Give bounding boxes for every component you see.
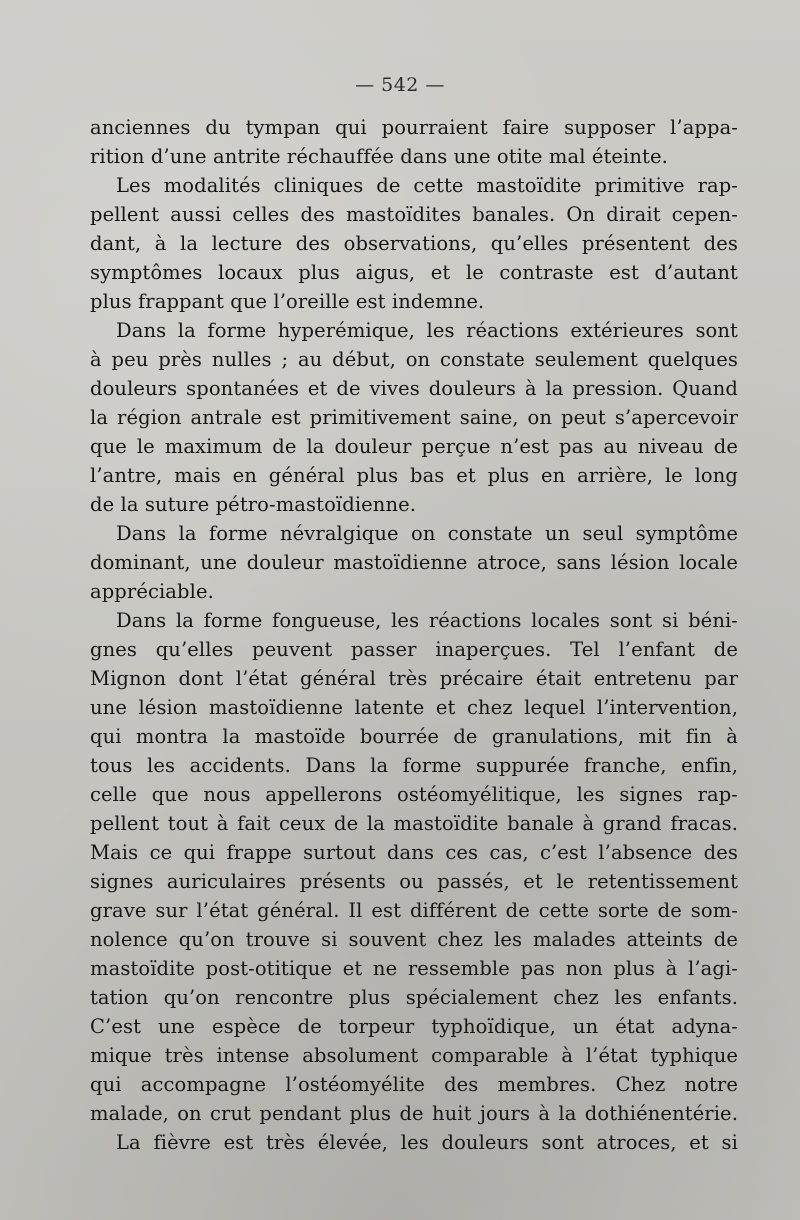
text-line: Dans la forme hyperémique, les réactions extérieures sont: [116, 319, 738, 342]
page-number: — 542 —: [355, 74, 445, 96]
text-line: signes auriculaires présents ou passés, et le retentissement: [90, 870, 738, 893]
text-line: que le maximum de la douleur perçue n’est pas au niveau de: [90, 435, 738, 458]
text-line: douleurs spontanées et de vives douleurs à la pression. Quand: [90, 377, 738, 400]
text-line: symptômes locaux plus aigus, et le contraste est d’autant: [90, 261, 738, 284]
text-line: qui accompagne l’ostéomyélite des membres. Chez notre: [90, 1073, 738, 1096]
text-line: dant, à la lecture des observations, qu’elles présentent des: [90, 232, 738, 255]
text-line: Mais ce qui frappe surtout dans ces cas, c’est l’absence des: [90, 841, 738, 864]
body-text: [90, 113, 738, 1157]
text-line: la région antrale est primitivement saine, on peut s’apercevoir: [90, 406, 738, 429]
text-line: de la suture pétro-mastoïdienne.: [90, 493, 417, 516]
text-line: La fièvre est très élevée, les douleurs sont atroces, et si: [116, 1131, 738, 1154]
text-line: dominant, une douleur mastoïdienne atroce, sans lésion locale: [90, 551, 738, 574]
text-line: pellent tout à fait ceux de la mastoïdite banale à grand fracas.: [90, 812, 738, 835]
text-line: grave sur l’état général. Il est différent de cette sorte de som-: [90, 899, 738, 922]
text-line: Dans la forme névralgique on constate un seul symptôme: [116, 522, 738, 545]
text-line: anciennes du tympan qui pourraient faire supposer l’appa-: [90, 116, 738, 139]
text-line: gnes qu’elles peuvent passer inaperçues. Tel l’enfant de: [90, 638, 738, 661]
text-line: C’est une espèce de torpeur typhoïdique, un état adyna-: [90, 1015, 738, 1038]
text-line: à peu près nulles ; au début, on constate seulement quelques: [90, 348, 738, 371]
text-line: Mignon dont l’état général très précaire était entretenu par: [90, 667, 738, 690]
text-line: une lésion mastoïdienne latente et chez lequel l’intervention,: [90, 696, 738, 719]
text-line: mastoïdite post-otitique et ne ressemble pas non plus à l’agi-: [90, 957, 738, 980]
text-line: pellent aussi celles des mastoïdites banales. On dirait cepen-: [90, 203, 738, 226]
text-line: celle que nous appellerons ostéomyélitique, les signes rap-: [90, 783, 738, 806]
text-line: appréciable.: [90, 580, 214, 603]
text-line: l’antre, mais en général plus bas et plus en arrière, le long: [90, 464, 738, 487]
text-line: plus frappant que l’oreille est indemne.: [90, 290, 485, 313]
text-line: Dans la forme fongueuse, les réactions locales sont si béni-: [116, 609, 738, 632]
text-line: tation qu’on rencontre plus spécialement chez les enfants.: [90, 986, 738, 1009]
text-line: nolence qu’on trouve si souvent chez les malades atteints de: [90, 928, 738, 951]
text-line: qui montra la mastoïde bourrée de granulations, mit fin à: [90, 725, 738, 748]
text-line: mique très intense absolument comparable à l’état typhique: [90, 1044, 738, 1067]
text-line: malade, on crut pendant plus de huit jours à la dothiénentérie.: [90, 1102, 738, 1125]
text-line: rition d’une antrite réchauffée dans une otite mal éteinte.: [90, 145, 668, 168]
text-line: Les modalités cliniques de cette mastoïdite primitive rap-: [116, 174, 738, 197]
text-line: tous les accidents. Dans la forme suppurée franche, enfin,: [90, 754, 738, 777]
